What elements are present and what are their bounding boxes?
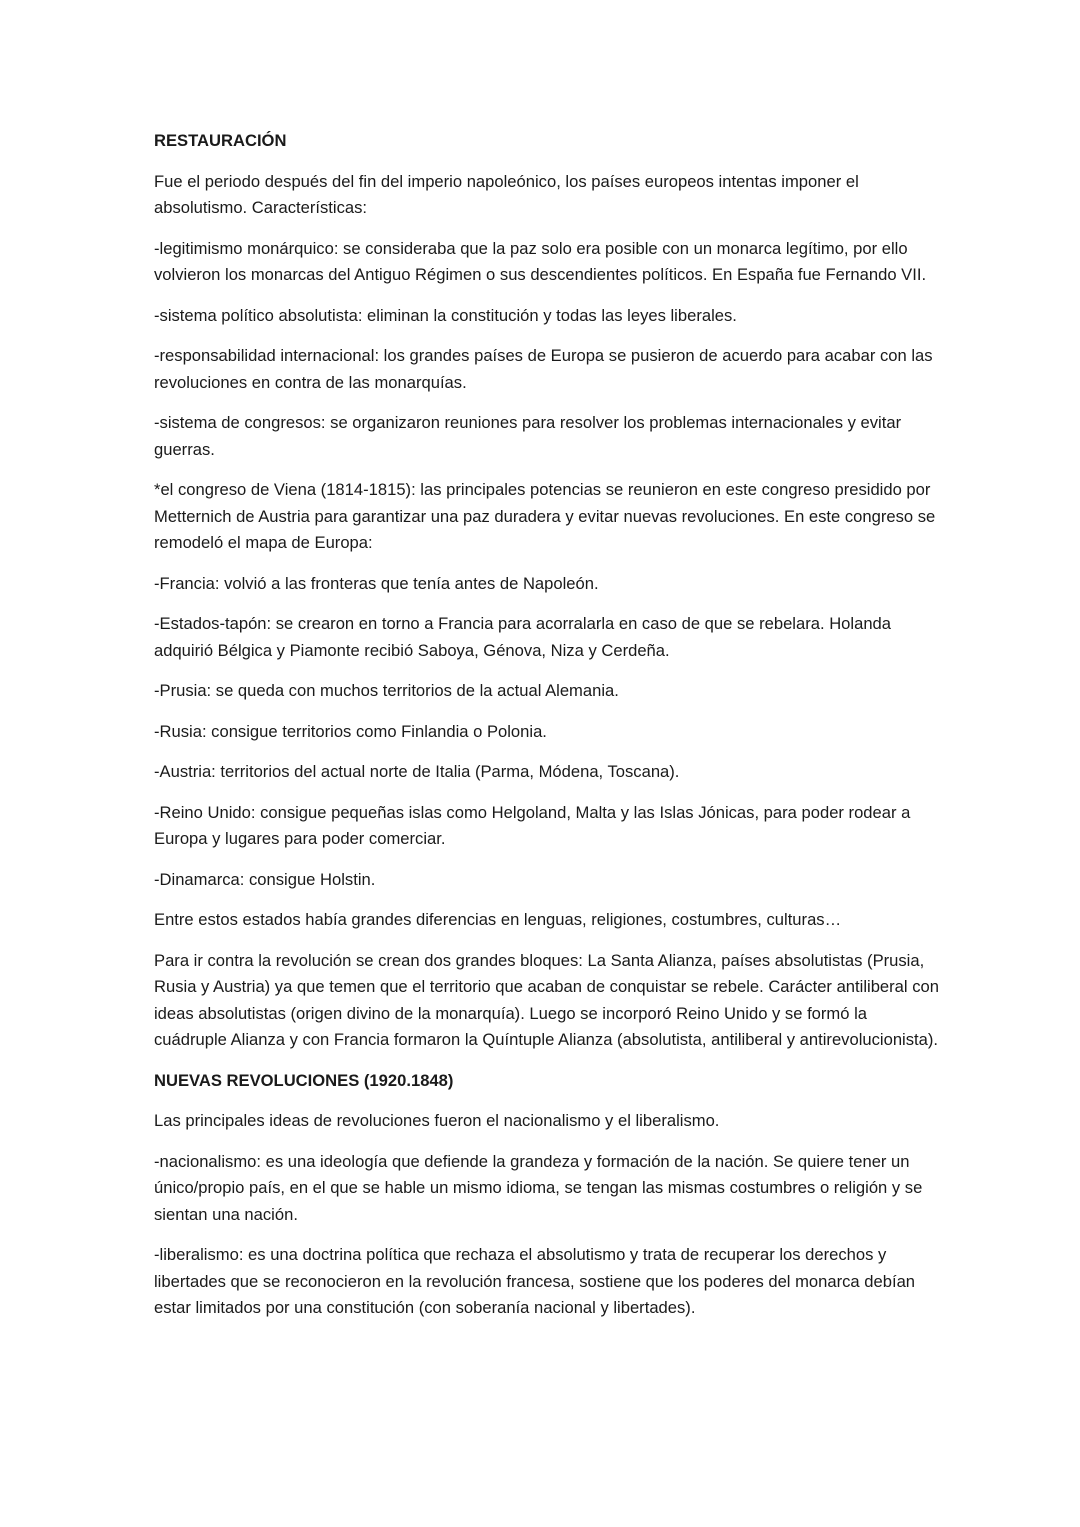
paragraph-alianzas: Para ir contra la revolución se crean dos grandes bloques: La Santa Alianza, países absolutistas (Prusia, Rusia y Austria) ya que temen que el territorio que acaban de conquistar se rebele. Carácter antiliberal con ideas absolutistas (origen divino de la monarquía). Luego se incorporó Reino Unido y se formó la cuádruple Alianza y con Francia formaron la Quíntuple Alianza (absolutista, antiliberal y antirevolucionista).	[154, 950, 939, 1049]
section-title-restauracion: RESTAURACIÓN	[154, 131, 287, 150]
paragraph-francia: -Francia: volvió a las fronteras que tenía antes de Napoleón.	[154, 573, 599, 593]
paragraph-legitimismo: -legitimismo monárquico: se consideraba que la paz solo era posible con un monarca legítimo, por ello volvieron los monarcas del Antiguo Régimen o sus descendientes políticos. En España fue Fernando VII.	[154, 238, 927, 284]
paragraph-liberalismo: -liberalismo: es una doctrina política que rechaza el absolutismo y trata de recuperar los derechos y libertades que se reconocieron en la revolución francesa, sostiene que los poderes del monarca debían estar limitados por una constitución (con soberanía nacional y libertades).	[154, 1245, 916, 1317]
paragraph-austria: -Austria: territorios del actual norte de Italia (Parma, Módena, Toscana).	[154, 762, 680, 781]
paragraph-diferencias: Entre estos estados había grandes diferencias en lenguas, religiones, costumbres, culturas…	[154, 910, 842, 929]
paragraph-ideas: Las principales ideas de revoluciones fueron el nacionalismo y el liberalismo.	[154, 1111, 720, 1130]
paragraph-intro: Fue el periodo después del fin del imperio napoleónico, los países europeos intentas imponer el absolutismo. Características:	[154, 171, 859, 217]
paragraph-congreso-viena: *el congreso de Viena (1814-1815): las principales potencias se reunieron en este congreso presidido por Metternich de Austria para garantizar una paz duradera y evitar nuevas revoluciones. En este congreso se remodeló el mapa de Europa:	[154, 480, 936, 552]
paragraph-reino-unido: -Reino Unido: consigue pequeñas islas como Helgoland, Malta y las Islas Jónicas, para poder rodear a Europa y lugares para poder comerciar.	[154, 802, 911, 848]
paragraph-rusia: -Rusia: consigue territorios como Finlandia o Polonia.	[154, 721, 547, 741]
document-page	[154, 128, 944, 1336]
paragraph-responsabilidad: -responsabilidad internacional: los grandes países de Europa se pusieron de acuerdo para acabar con las revoluciones en contra de las monarquías.	[154, 346, 933, 392]
section-title-nuevas-revoluciones: NUEVAS REVOLUCIONES (1920.1848)	[154, 1070, 454, 1090]
paragraph-dinamarca: -Dinamarca: consigue Holstin.	[154, 869, 376, 889]
paragraph-nacionalismo: -nacionalismo: es una ideología que defiende la grandeza y formación de la nación. Se quiere tener un único/propio país, en el que se hable un mismo idioma, se tengan las mismas costumbres o religión y se sientan una nación.	[154, 1151, 923, 1224]
paragraph-sistema-absolutista: -sistema político absolutista: eliminan la constitución y todas las leyes liberales.	[154, 305, 737, 325]
paragraph-estados-tapon: -Estados-tapón: se crearon en torno a Francia para acorralarla en caso de que se rebelara. Holanda adquirió Bélgica y Piamonte recibió Saboya, Génova, Niza y Cerdeña.	[154, 614, 892, 660]
paragraph-congresos: -sistema de congresos: se organizaron reuniones para resolver los problemas internacionales y evitar guerras.	[154, 413, 902, 459]
paragraph-prusia: -Prusia: se queda con muchos territorios de la actual Alemania.	[154, 681, 619, 700]
